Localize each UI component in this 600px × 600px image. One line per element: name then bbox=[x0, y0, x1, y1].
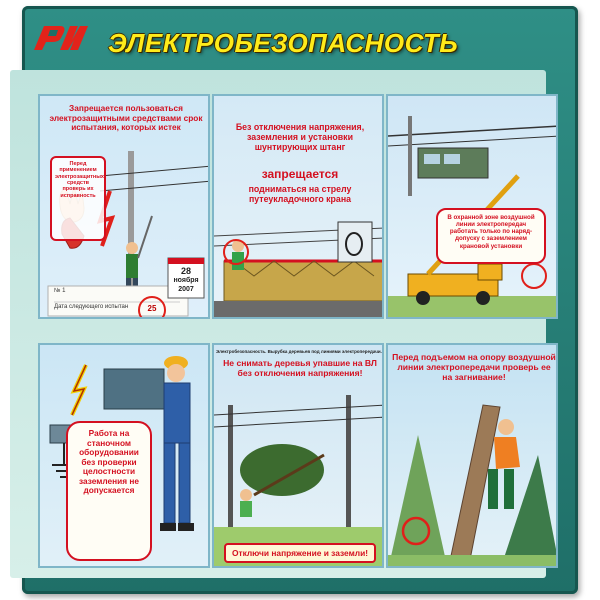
panel1-inset-text: Перед применением электрозащитных средств проверь их исправность bbox=[55, 161, 104, 199]
panel3-note-text: В охранной зоне воздушной линии электропередач работать только по наряд-допуску с заземлением крановой установки bbox=[447, 214, 535, 250]
page-title: ЭЛЕКТРОБЕЗОПАСНОСТЬ bbox=[108, 28, 459, 58]
panel-fallen-tree bbox=[212, 343, 384, 568]
panel6-heading: Перед подъемом на опору воздушной линии электропередачи проверь ее на загнивание! bbox=[392, 352, 556, 382]
panel2-heading-part2: подниматься на стрелу путеукладочного крана bbox=[248, 184, 352, 205]
panel5-footer-text: Отключи напряжение и заземли! bbox=[231, 548, 369, 558]
calendar-year: 2007 bbox=[178, 286, 194, 293]
panel-pole-rot-check bbox=[386, 343, 558, 568]
panel3-note bbox=[436, 208, 546, 264]
panel-expired-equipment bbox=[38, 94, 210, 319]
panel-machine-grounding bbox=[38, 343, 210, 568]
rzd-logo bbox=[30, 20, 94, 56]
panel1-heading: Запрещается пользоваться электрозащитными средствами срок испытания, которых истек bbox=[49, 103, 203, 133]
panel5-caption: Электробезопасность. Вырубка деревьев под линиями электропередачи. bbox=[216, 349, 382, 354]
form-line2: Дата следующего испытан bbox=[54, 304, 129, 310]
panel1-inset-note bbox=[50, 156, 106, 241]
panel-crane-boom bbox=[212, 94, 384, 319]
panel4-note bbox=[66, 421, 152, 561]
panel5-heading: Не снимать деревья упавшие на ВЛ без отключения напряжения! bbox=[223, 358, 377, 378]
panel2-heading-emphasis: запрещается bbox=[261, 167, 339, 181]
panel4-note-text: Работа на станочном оборудовании без проверки целостности заземления не допускается bbox=[78, 428, 140, 496]
panel2-heading-part1: Без отключения напряжения, заземления и установки шунтирующих штанг bbox=[235, 122, 365, 153]
panel-protection-zone bbox=[386, 94, 558, 319]
form-line1: № 1 bbox=[54, 288, 66, 294]
tag-number: 25 bbox=[147, 304, 157, 313]
rzd-logo-icon bbox=[30, 20, 94, 56]
calendar-day: 28 bbox=[180, 266, 191, 276]
calendar-month: ноября bbox=[173, 277, 199, 284]
panel5-footer bbox=[224, 543, 376, 563]
